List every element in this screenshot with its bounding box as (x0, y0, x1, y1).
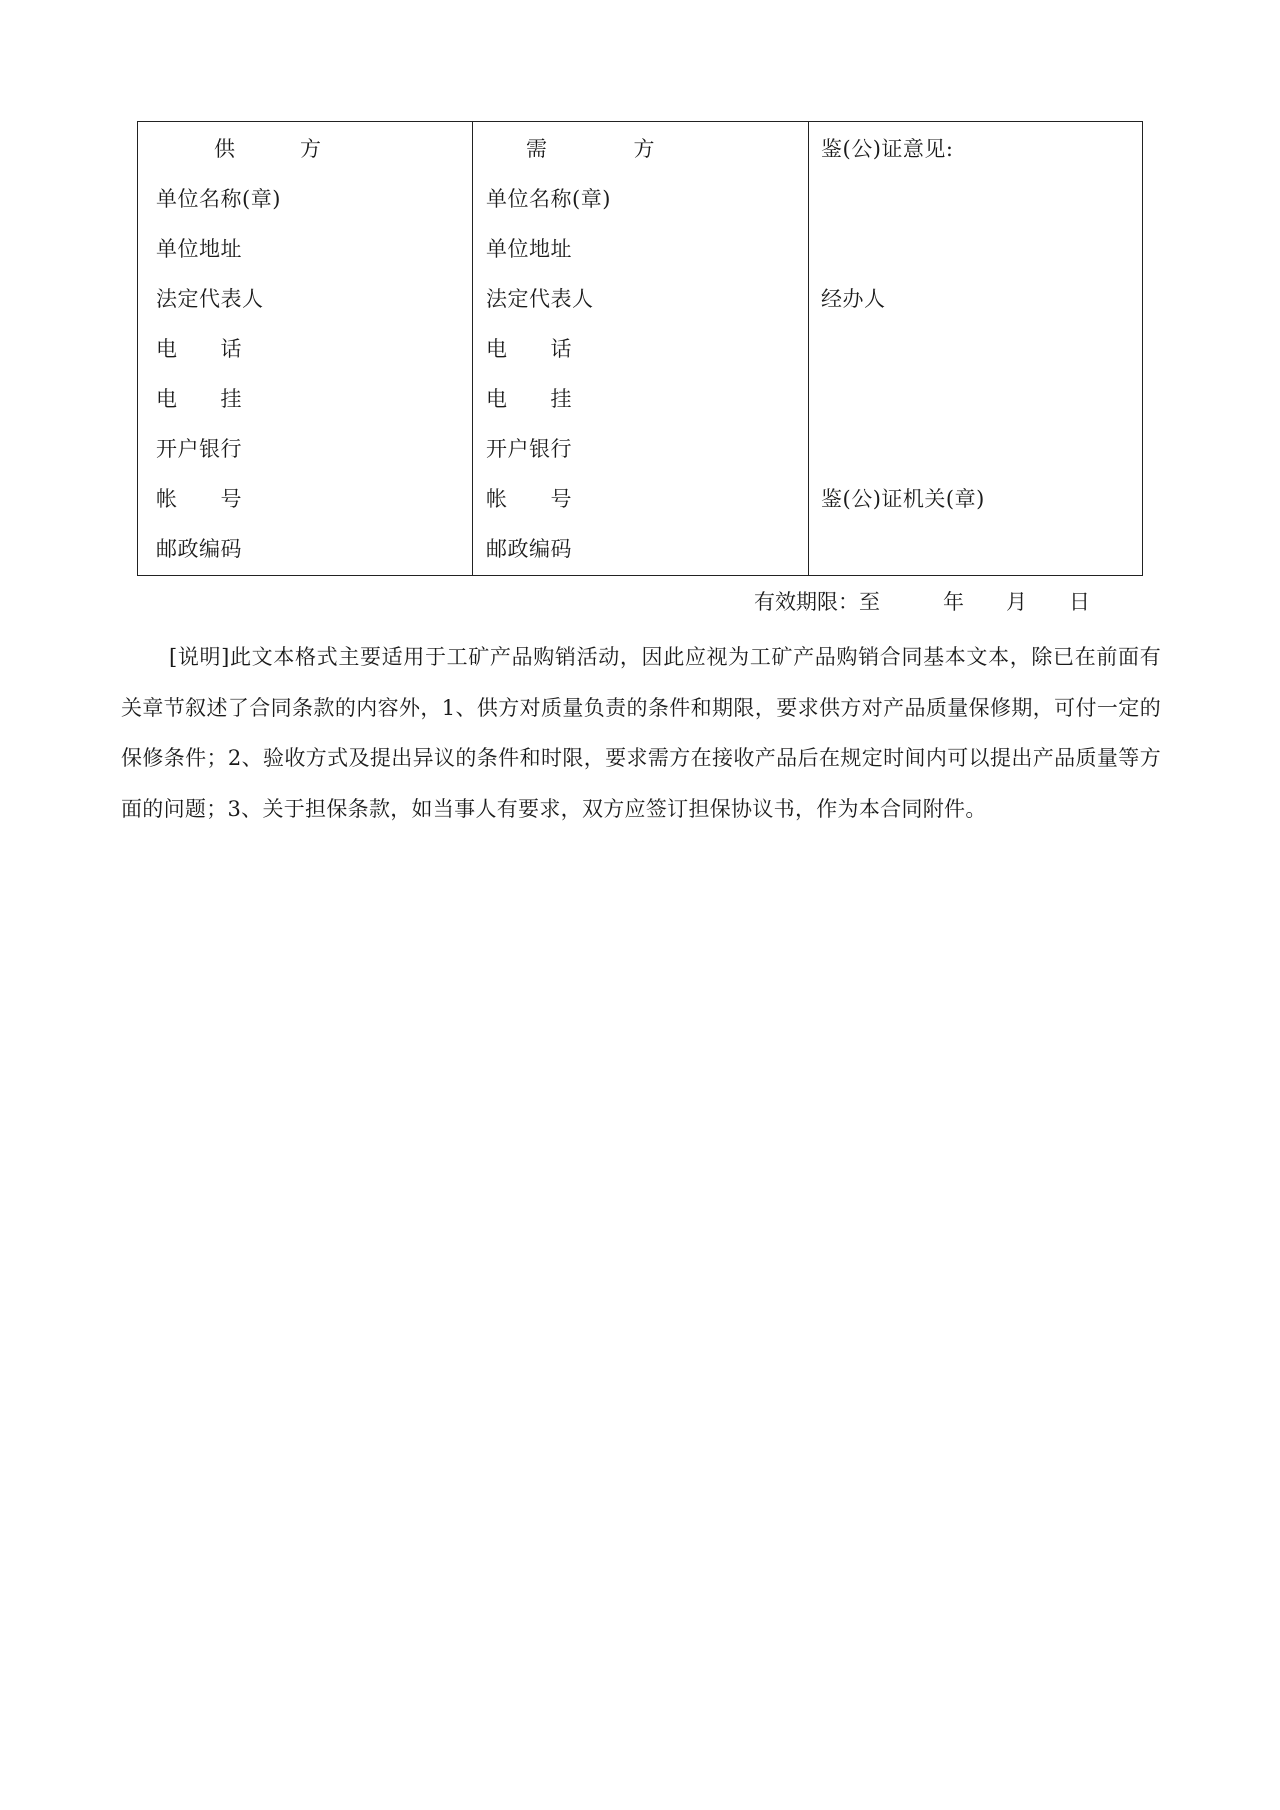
notary-handler-label: 经办人 (821, 287, 886, 311)
buyer-postal-code: 邮政编码 (486, 537, 572, 561)
buyer-address: 单位地址 (486, 237, 572, 261)
buyer-bank: 开户银行 (486, 437, 572, 461)
supplier-heading: 供 方 (214, 137, 322, 161)
validity-period: 有效期限：至 年 月 日 (754, 590, 1090, 614)
explanatory-note: [说明]此文本格式主要适用于工矿产品购销活动，因此应视为工矿产品购销合同基本文本，除已在前面有关章节叙述了合同条款的内容外，1、供方对质量负责的条件和期限，要求供方对产品质量保修期，可付一定的保修条件；2、验收方式及提出异议的条件和时限，要求需方在接收产品后在规定时间内可以提出产品质量等方面的问题；3、关于担保条款，如当事人有要求，双方应签订担保协议书，作为本合同附件。 (121, 645, 1161, 821)
supplier-phone: 电 话 (156, 337, 242, 361)
supplier-account-number: 帐 号 (156, 487, 242, 511)
supplier-telegraph: 电 挂 (156, 387, 242, 411)
supplier-bank: 开户银行 (156, 437, 242, 461)
buyer-telegraph: 电 挂 (486, 387, 572, 411)
supplier-address: 单位地址 (156, 237, 242, 261)
buyer-heading: 需 方 (526, 137, 655, 161)
buyer-legal-rep: 法定代表人 (486, 287, 594, 311)
notary-authority-label: 鉴(公)证机关(章) (821, 487, 985, 511)
supplier-legal-rep: 法定代表人 (156, 287, 264, 311)
supplier-postal-code: 邮政编码 (156, 537, 242, 561)
column-divider (472, 122, 473, 575)
signature-table (137, 121, 1143, 576)
buyer-account-number: 帐 号 (486, 487, 572, 511)
supplier-unit-name: 单位名称(章) (156, 187, 281, 211)
notary-opinion-label: 鉴(公)证意见: (821, 137, 954, 161)
buyer-unit-name: 单位名称(章) (486, 187, 611, 211)
column-divider (808, 122, 809, 575)
buyer-phone: 电 话 (486, 337, 572, 361)
